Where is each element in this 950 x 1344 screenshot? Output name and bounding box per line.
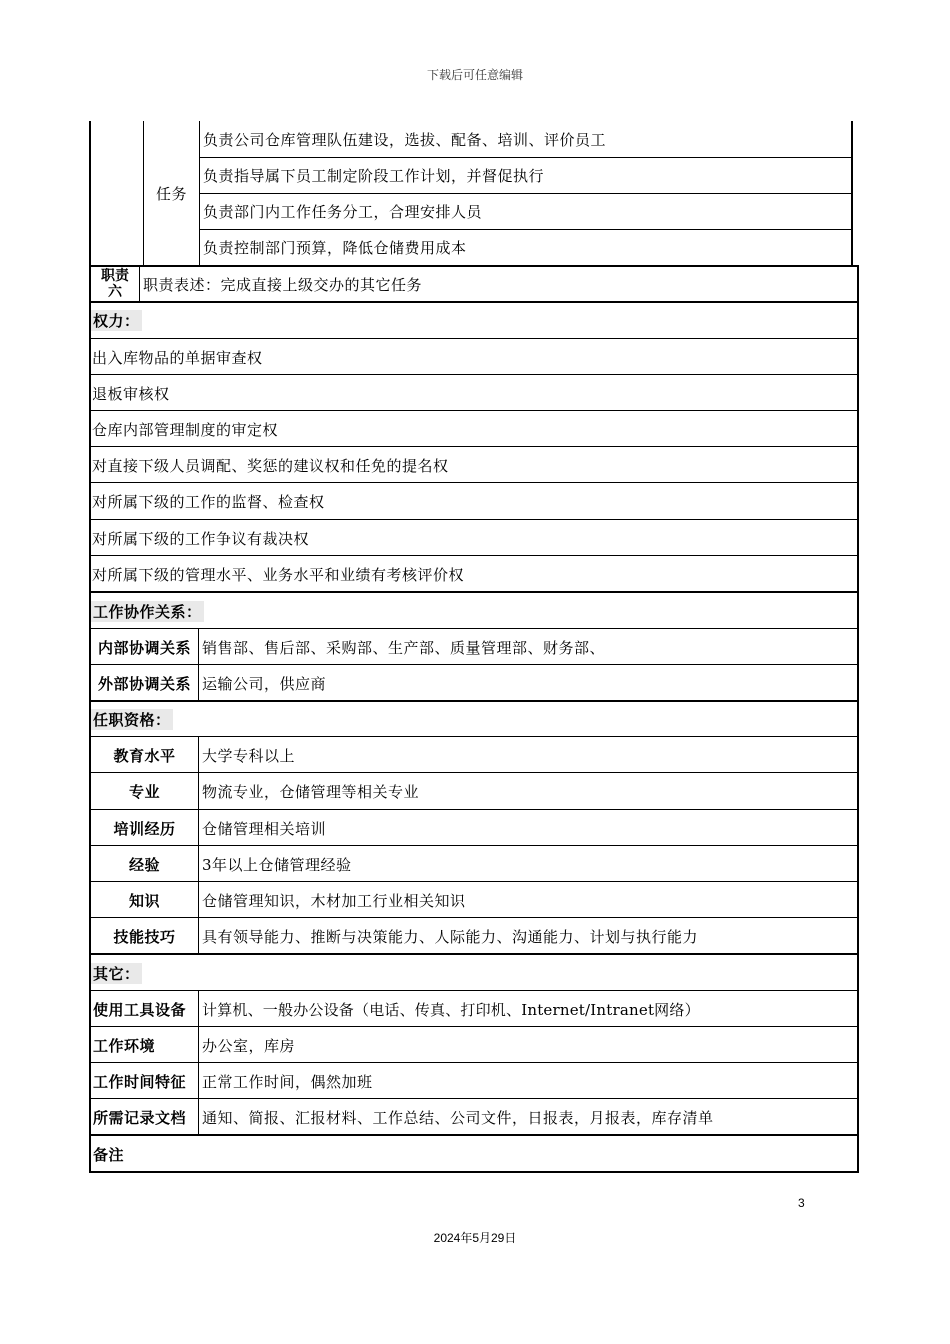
duty6-label-line2: 六: [108, 284, 122, 300]
internal-relations-label: 内部协调关系: [97, 638, 191, 657]
external-relations-label: 外部协调关系: [97, 674, 191, 693]
qualification-value: 仓储管理相关培训: [202, 819, 327, 838]
qualifications-heading: [91, 702, 173, 737]
duty6-text: 职责表述：完成直接上级交办的其它任务: [143, 275, 423, 294]
tasks-label: 任务: [155, 185, 187, 203]
authority-item: 对所属下级的工作的监督、检查权: [92, 492, 325, 511]
authority-heading-text: 权力：: [93, 311, 140, 330]
authority-item: 对所属下级的管理水平、业务水平和业绩有考核评价权: [92, 565, 465, 584]
others-value: 办公室，库房: [202, 1036, 296, 1055]
page-header: 下载后可任意编辑: [426, 68, 523, 82]
others-label: 所需记录文档: [93, 1108, 187, 1127]
qualification-label: 经验: [128, 855, 160, 874]
qualification-label: 培训经历: [113, 819, 176, 838]
external-relations-value: 运输公司，供应商: [202, 674, 327, 693]
authority-item: 对所属下级的工作争议有裁决权: [92, 529, 310, 548]
qualification-value: 大学专科以上: [202, 746, 296, 765]
internal-relations-value: 销售部、售后部、采购部、生产部、质量管理部、财务部、: [202, 638, 606, 657]
task-item: 负责指导属下员工制定阶段工作计划，并督促执行: [203, 166, 545, 185]
authority-item: 对直接下级人员调配、奖惩的建议权和任免的提名权: [92, 456, 449, 475]
others-value: 正常工作时间，偶然加班: [202, 1072, 373, 1091]
relations-heading-text: 工作协作关系：: [93, 602, 202, 621]
page-number: 3: [798, 1196, 805, 1210]
others-value: 通知、简报、汇报材料、工作总结、公司文件，日报表，月报表，库存清单: [202, 1108, 714, 1127]
authority-item: 仓库内部管理制度的审定权: [92, 420, 279, 439]
qualification-value: 具有领导能力、推断与决策能力、人际能力、沟通能力、计划与执行能力: [202, 927, 699, 946]
others-value: 计算机、一般办公设备（电话、传真、打印机、Internet/Intranet网络）: [202, 1000, 700, 1019]
qualification-label: 技能技巧: [113, 927, 176, 946]
authority-heading: [91, 302, 142, 338]
qualification-value: 3年以上仓储管理经验: [202, 855, 352, 874]
task-item: 负责部门内工作任务分工，合理安排人员: [203, 202, 483, 221]
others-label: 工作时间特征: [93, 1072, 187, 1091]
task-item: 负责控制部门预算，降低仓储费用成本: [203, 238, 467, 257]
qualifications-heading-text: 任职资格：: [93, 711, 171, 729]
qualification-value: 物流专业，仓储管理等相关专业: [202, 782, 420, 801]
qualification-value: 仓储管理知识，木材加工行业相关知识: [202, 891, 466, 910]
authority-item: 退板审核权: [92, 384, 170, 403]
task-item: 负责公司仓库管理队伍建设，选拔、配备、培训、评价员工: [203, 130, 607, 149]
others-label: 使用工具设备: [93, 1000, 187, 1019]
authority-item: 出入库物品的单据审查权: [92, 348, 263, 367]
remarks-heading: 备注: [93, 1145, 125, 1164]
others-heading-text: 其它：: [93, 964, 140, 983]
others-label: 工作环境: [93, 1036, 156, 1055]
qualification-label: 教育水平: [113, 746, 176, 765]
page-date: 2024年5月29日: [433, 1231, 517, 1245]
duty6-label: [91, 266, 139, 302]
qualification-label: 知识: [128, 891, 160, 910]
qualification-label: 专业: [128, 782, 160, 801]
others-heading: [91, 955, 142, 991]
relations-heading: [91, 593, 204, 629]
duty6-label-line1: 职责: [101, 268, 129, 284]
